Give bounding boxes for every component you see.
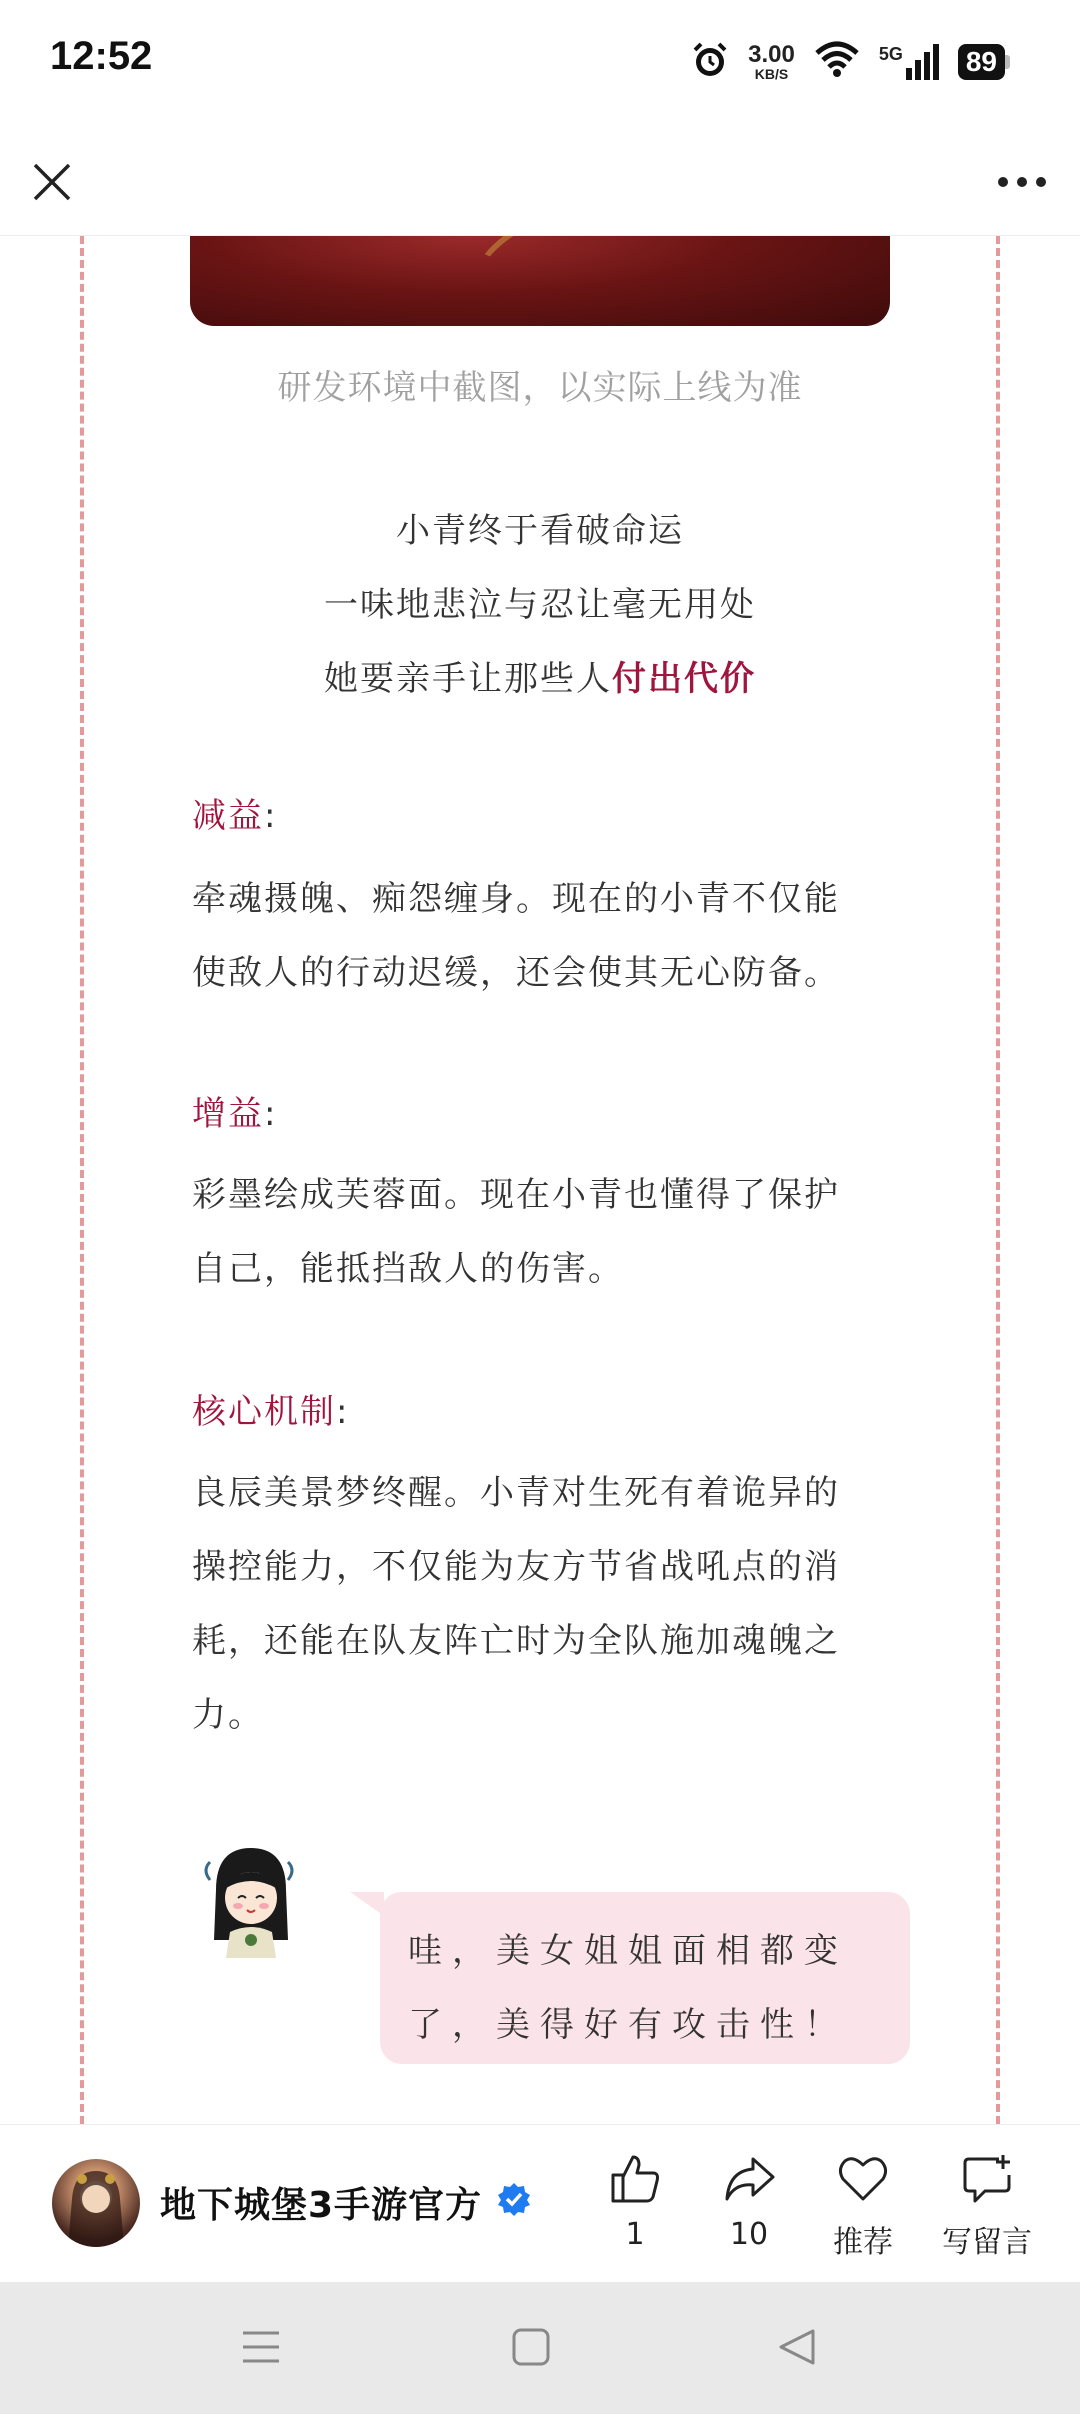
author-name[interactable]: 地下城堡3手游官方 (160, 2185, 483, 2226)
section-title-text: 增益 (192, 1094, 264, 1134)
section-title-colon: : (264, 1094, 278, 1134)
paragraph-line: 彩墨绘成芙蓉面。现在小青也懂得了保护 (192, 1175, 840, 1215)
paragraph-line: 力。 (192, 1695, 264, 1735)
menu-icon (241, 2329, 281, 2365)
wifi-icon (813, 41, 861, 83)
verified-badge-icon (496, 2181, 532, 2217)
poem-highlight: 付出代价 (612, 659, 756, 699)
paragraph-line: 耗，还能在队友阵亡时为全队施加魂魄之 (192, 1621, 840, 1661)
write-comment-button[interactable] (922, 2151, 1052, 2261)
comment-label: 写留言 (942, 2225, 1032, 2260)
top-nav (0, 120, 1080, 236)
section-title-text: 核心机制 (192, 1392, 336, 1432)
poem-line: 小青终于看破命运 (396, 511, 684, 551)
battery-tip (1005, 55, 1010, 69)
chibi-girl-avatar (196, 1840, 306, 1960)
speech-bubble-tail (350, 1892, 384, 1916)
section-title-buff (192, 1086, 277, 1135)
bubble-line: 哇，美女姐姐面相都变 (408, 1931, 848, 1971)
recent-apps-button[interactable] (236, 2322, 286, 2372)
poem-line-text: 她要亲手让那些人 (324, 659, 612, 699)
poem-line (0, 642, 1080, 716)
battery-indicator (958, 44, 1010, 80)
image-decoration (461, 236, 680, 326)
status-bar (0, 0, 1080, 120)
image-caption: 研发环境中截图，以实际上线为准 (277, 368, 803, 408)
net-speed-unit: KB/S (754, 66, 789, 82)
thumbs-up-icon (607, 2151, 663, 2207)
section-paragraph-debuff (192, 862, 892, 1010)
network-label: 5G (878, 44, 903, 64)
back-button[interactable] (772, 2322, 822, 2372)
comment-add-icon (959, 2151, 1015, 2207)
battery-level: 89 (958, 44, 1005, 80)
poem-line: 一味地悲泣与忍让毫无用处 (324, 585, 756, 625)
home-square-icon (511, 2327, 551, 2367)
section-title-colon: : (336, 1392, 350, 1432)
like-count: 1 (625, 2217, 645, 2252)
paragraph-line: 良辰美景梦终醒。小青对生死有着诡异的 (192, 1473, 840, 1513)
close-icon (31, 161, 73, 203)
bubble-line: 了，美得好有攻击性！ (408, 2005, 848, 2045)
paragraph-line: 自己，能抵挡敌人的伤害。 (192, 1249, 624, 1289)
paragraph-line: 牵魂摄魄、痴怨缠身。现在的小青不仅能 (192, 879, 840, 919)
share-button[interactable] (694, 2151, 804, 2261)
recommend-label: 推荐 (833, 2225, 893, 2260)
like-button[interactable] (580, 2151, 690, 2261)
bottom-bar (0, 2124, 1080, 2282)
back-triangle-icon (777, 2327, 817, 2367)
section-title-colon: : (264, 796, 278, 836)
close-button[interactable] (28, 158, 76, 206)
alarm-icon (690, 40, 730, 84)
paragraph-line: 使敌人的行动迟缓，还会使其无心防备。 (192, 953, 840, 993)
status-icons (690, 38, 1010, 86)
net-speed (748, 43, 795, 81)
more-button[interactable] (992, 158, 1052, 206)
more-dots-icon (997, 176, 1047, 188)
speech-bubble (380, 1892, 910, 2064)
signal-5g-icon (879, 44, 940, 80)
section-title-core (192, 1384, 349, 1433)
paragraph-line: 操控能力，不仅能为友方节省战吼点的消 (192, 1547, 840, 1587)
recommend-button[interactable] (808, 2151, 918, 2261)
article-image[interactable] (190, 236, 890, 326)
share-count: 10 (729, 2217, 769, 2252)
heart-icon (835, 2151, 891, 2207)
poem (0, 494, 1080, 716)
share-arrow-icon (721, 2151, 777, 2207)
section-title-debuff (192, 788, 277, 837)
system-nav-bar (0, 2282, 1080, 2414)
section-title-text: 减益 (192, 796, 264, 836)
author-avatar[interactable] (52, 2159, 140, 2247)
article-content[interactable] (0, 236, 1080, 2124)
net-speed-value: 3.00 (748, 41, 795, 68)
section-paragraph-buff (192, 1158, 892, 1306)
status-time: 12:52 (50, 34, 153, 78)
section-paragraph-core (192, 1456, 892, 1752)
home-button[interactable] (506, 2322, 556, 2372)
